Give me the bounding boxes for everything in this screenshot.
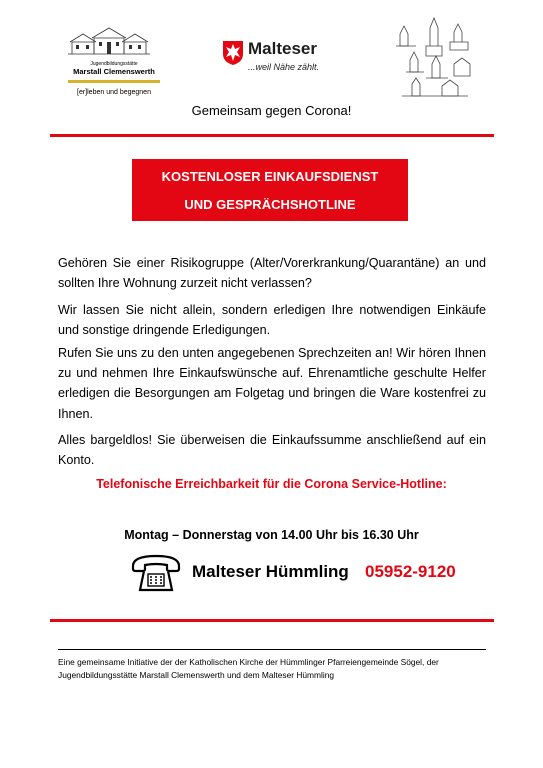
malteser-logo bbox=[222, 38, 342, 78]
footer-text: Eine gemeinsame Initiative der der Katholischen Kirche der Hümmlinger Pfarreiengemeinde Sögel, der Jugendbildungsstätte Marstall Clemenswerth und dem Malteser Hümmling bbox=[58, 657, 439, 680]
red-divider-top bbox=[50, 134, 494, 137]
gold-divider bbox=[68, 80, 160, 83]
hotline-hours: Montag – Donnerstag von 14.00 Uhr bis 16.30 Uhr bbox=[124, 528, 419, 542]
footer-divider bbox=[58, 649, 486, 650]
motto: Gemeinsam gegen Corona! bbox=[191, 103, 352, 118]
paragraph-risk-group: Gehören Sie einer Risikogruppe (Alter/Vorerkrankung/Quarantäne) an und sollten Ihre Wohnung zurzeit nicht verlassen? bbox=[58, 256, 486, 291]
building-icon bbox=[64, 26, 154, 56]
red-divider-bottom bbox=[50, 619, 494, 622]
logo-line1: Jugendbildungsstätte bbox=[90, 61, 138, 67]
logo-line2: Marstall Clemenswerth bbox=[73, 67, 155, 76]
paragraph-shopping: Wir lassen Sie nicht allein, sondern erledigen Ihre notwendigen Einkäufe und sonstige dringende Erledigungen. bbox=[58, 303, 486, 338]
churches-collage-icon bbox=[392, 16, 476, 100]
hotline-title: Telefonische Erreichbarkeit für die Corona Service-Hotline: bbox=[96, 477, 447, 491]
banner-line1: KOSTENLOSER EINKAUFSDIENST bbox=[161, 169, 379, 184]
malteser-shield-icon bbox=[222, 40, 244, 66]
telephone-icon bbox=[130, 552, 182, 594]
banner-line2: UND GESPRÄCHSHOTLINE bbox=[184, 197, 356, 212]
malteser-slogan: ...weil Nähe zählt. bbox=[248, 62, 320, 72]
malteser-brand: Malteser bbox=[248, 39, 317, 58]
paragraph-cashless: Alles bargeldlos! Sie überweisen die Einkaufssumme anschließend auf ein Konto. bbox=[58, 433, 486, 468]
headline-banner bbox=[132, 159, 408, 221]
paragraph-call-us: Rufen Sie uns zu den unten angegebenen Sprechzeiten an! Wir hören Ihnen zu und nehmen Ihre Einkaufswünsche auf. Ehrenamtliche geschulte Helfer erledigen die Besorgungen am Folgetag und bringen die Ware kostenfrei zu Ihnen. bbox=[58, 346, 486, 421]
marstall-clemenswerth-logo bbox=[64, 26, 164, 96]
contact-phone-number[interactable]: 05952-9120 bbox=[365, 562, 456, 581]
logo-tagline: [er]leben und begegnen bbox=[77, 89, 151, 96]
contact-name: Malteser Hümmling bbox=[192, 562, 349, 581]
